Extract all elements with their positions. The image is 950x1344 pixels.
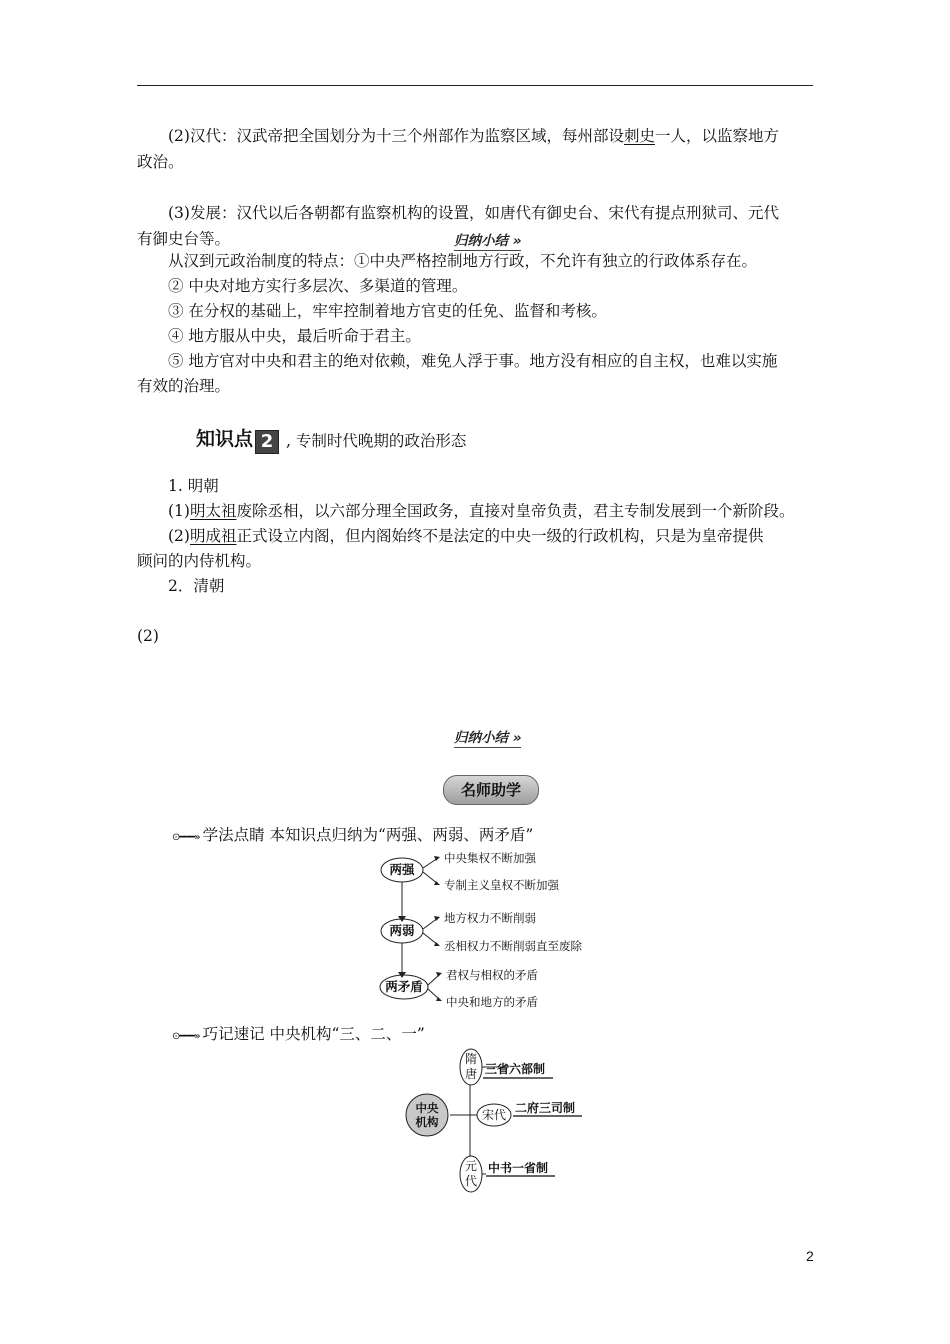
node-label: 两矛盾 bbox=[385, 979, 423, 994]
tip-memory-trick bbox=[172, 1022, 425, 1044]
text: 废除丞相，以六部分理全国政务，直接对皇帝负责，君主专制发展到一个新阶段。 bbox=[236, 502, 795, 520]
tip-study-method bbox=[172, 823, 533, 845]
ming-paragraph-1: (1)明太祖废除丞相，以六部分理全国政务，直接对皇帝负责，君主专制发展到一个新阶段。 bbox=[168, 502, 795, 520]
qing-heading: 2．清朝 bbox=[168, 577, 225, 595]
center-label: 机构 bbox=[415, 1115, 439, 1129]
branch-label: 君权与相权的矛盾 bbox=[446, 968, 538, 982]
dev-paragraph-line2: 有御史台等。 bbox=[137, 230, 231, 248]
feature-line: 从汉到元政治制度的特点：①中央严格控制地方行政，不允许有独立的行政体系存在。 bbox=[168, 252, 758, 270]
han-paragraph-line2: 政治。 bbox=[137, 153, 184, 171]
branch-label: 专制主义皇权不断加强 bbox=[444, 878, 559, 892]
text: (2)汉代：汉武帝把全国划分为十三个州部作为监察区域，每州部设 bbox=[168, 127, 624, 145]
dynasty-label: 宋代 bbox=[481, 1108, 507, 1122]
branch-label: 中央和地方的矛盾 bbox=[446, 995, 538, 1009]
branch-label: 丞相权力不断削弱直至废除 bbox=[444, 939, 582, 953]
dynasty-label: 代 bbox=[464, 1174, 478, 1188]
center-label: 中央 bbox=[415, 1101, 439, 1115]
summary-label: 归纳小结 » bbox=[454, 730, 522, 746]
system-label: 二府三司制 bbox=[515, 1101, 576, 1115]
tutor-help-badge: 名师助学 bbox=[443, 775, 539, 805]
feature-line: ③ 在分权的基础上，牢牢控制着地方官吏的任免、监督和考核。 bbox=[168, 302, 607, 320]
node-label: 两强 bbox=[389, 862, 415, 877]
dev-paragraph-line1: (3)发展：汉代以后各朝都有监察机构的设置，如唐代有御史台、宋代有提点刑狱司、元代 bbox=[168, 204, 779, 222]
summary-heading-1 bbox=[454, 229, 521, 251]
kp-number-badge: 2 bbox=[255, 430, 279, 454]
arrow-bullet-icon: ⊙━━━» bbox=[172, 1031, 200, 1042]
ming-paragraph-2-line2: 顾问的内侍机构。 bbox=[137, 552, 262, 570]
branch-label: 地方权力不断削弱 bbox=[444, 911, 536, 925]
qing-subpoint: (2) bbox=[137, 627, 159, 645]
knowledge-point-label bbox=[196, 424, 279, 454]
ming-heading: 1. 明朝 bbox=[168, 477, 219, 495]
text: 一人，以监察地方 bbox=[654, 127, 779, 145]
text: 正式设立内阁，但内阁始终不是法定的中央一级的行政机构，只是为皇帝提供 bbox=[236, 527, 764, 545]
dynasty-label: 唐 bbox=[464, 1067, 478, 1081]
tip-text: 学法点睛 本知识点归纳为“两强、两弱、两矛盾” bbox=[202, 826, 534, 844]
knowledge-point-title: , 专制时代晚期的政治形态 bbox=[286, 432, 467, 450]
feature-line: 有效的治理。 bbox=[137, 377, 231, 395]
kp-label-text: 知识点 bbox=[196, 428, 254, 450]
system-label: 三省六部制 bbox=[485, 1062, 546, 1076]
node-label: 两弱 bbox=[389, 923, 415, 938]
feature-line: ⑤ 地方官对中央和君主的绝对依赖，难免人浮于事。地方没有相应的自主权，也难以实施 bbox=[168, 352, 778, 370]
arrow-bullet-icon: ⊙━━━» bbox=[172, 832, 200, 843]
feature-line: ② 中央对地方实行多层次、多渠道的管理。 bbox=[168, 277, 468, 295]
central-institutions-diagram bbox=[402, 1045, 592, 1197]
keyword-mingtaizu: 明太祖 bbox=[189, 502, 237, 520]
branch-label: 中央集权不断加强 bbox=[444, 851, 536, 865]
summary-heading-2 bbox=[454, 726, 521, 748]
three-pairs-diagram bbox=[376, 850, 616, 1012]
ming-paragraph-2: (2)明成祖正式设立内阁，但内阁始终不是法定的中央一级的行政机构，只是为皇帝提供 bbox=[168, 527, 764, 545]
tip-text: 巧记速记 中央机构“三、二、一” bbox=[202, 1025, 425, 1043]
keyword-cishi: 刺史 bbox=[623, 127, 655, 145]
feature-line: ④ 地方服从中央，最后听命于君主。 bbox=[168, 327, 421, 345]
system-label: 中书一省制 bbox=[488, 1161, 549, 1175]
keyword-mingchengzu: 明成祖 bbox=[189, 527, 237, 545]
han-paragraph-line1 bbox=[137, 124, 848, 149]
dynasty-label: 元 bbox=[464, 1159, 478, 1173]
summary-label: 归纳小结 » bbox=[454, 233, 522, 249]
dynasty-label: 隋 bbox=[464, 1052, 478, 1066]
top-rule bbox=[137, 85, 813, 86]
kp-title-text: 专制时代晚期的政治形态 bbox=[295, 432, 467, 450]
page-number: 2 bbox=[806, 1248, 814, 1264]
